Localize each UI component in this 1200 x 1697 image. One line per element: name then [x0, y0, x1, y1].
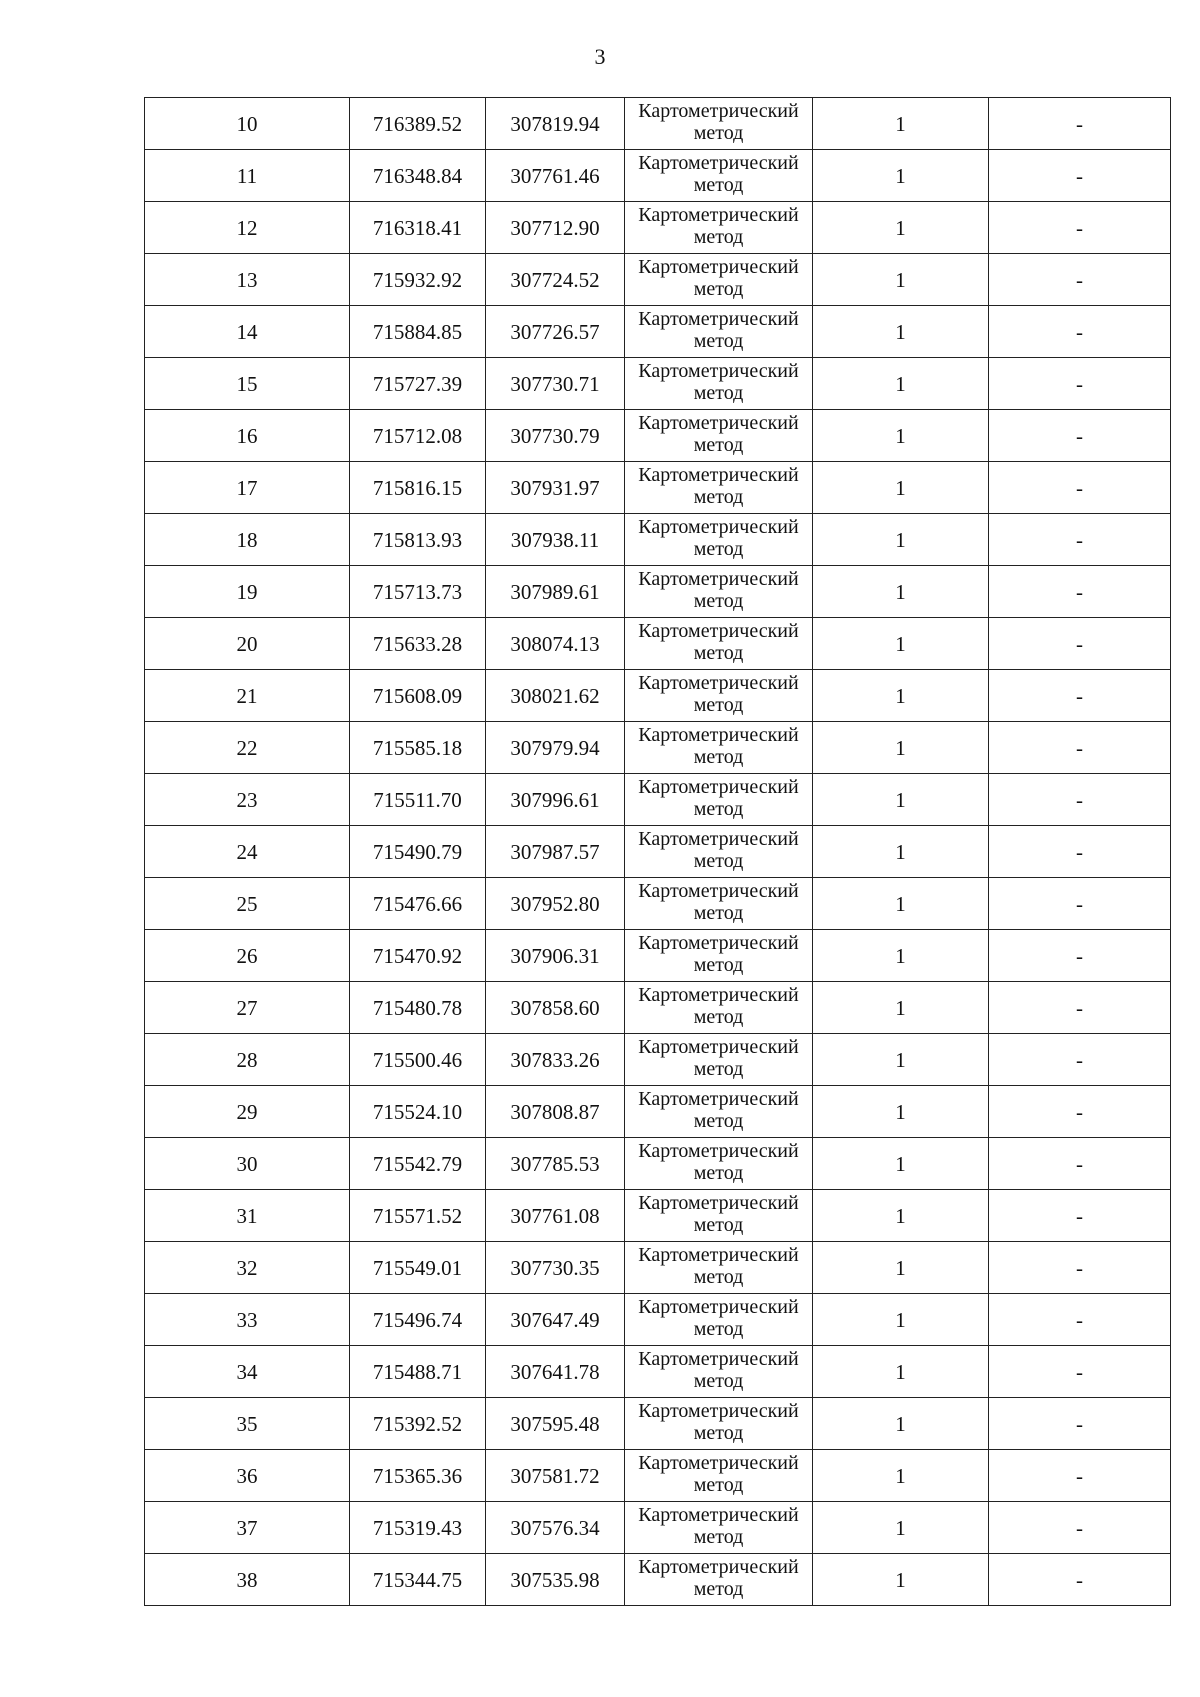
method-cell: [625, 774, 813, 826]
method-line-1: Картометрический: [638, 1556, 799, 1578]
table-row: [145, 254, 1171, 306]
method-line-2: метод: [693, 902, 744, 924]
y-coordinate-cell: 307808.87: [486, 1086, 625, 1138]
method-line-2: метод: [693, 1058, 744, 1080]
page-number: 3: [594, 44, 606, 69]
note-cell: -: [989, 1398, 1171, 1450]
table-row: [145, 514, 1171, 566]
note-cell: -: [989, 306, 1171, 358]
method-line-1: Картометрический: [638, 1452, 799, 1474]
method-line-1: Картометрический: [638, 1036, 799, 1058]
method-line-2: метод: [693, 1526, 744, 1548]
table-row: [145, 410, 1171, 462]
note-cell: -: [989, 514, 1171, 566]
coordinates-table-body: [145, 98, 1171, 1606]
point-number-cell: 26: [145, 930, 350, 982]
accuracy-cell: 1: [813, 1398, 989, 1450]
accuracy-cell: 1: [813, 1294, 989, 1346]
x-coordinate-cell: 715319.43: [350, 1502, 486, 1554]
point-number-cell: 24: [145, 826, 350, 878]
note-cell: -: [989, 410, 1171, 462]
method-cell: [625, 1398, 813, 1450]
point-number-cell: 12: [145, 202, 350, 254]
point-number-cell: 22: [145, 722, 350, 774]
method-line-2: метод: [693, 850, 744, 872]
note-cell: -: [989, 878, 1171, 930]
accuracy-cell: 1: [813, 618, 989, 670]
point-number-cell: 36: [145, 1450, 350, 1502]
method-cell: [625, 410, 813, 462]
table-row: [145, 566, 1171, 618]
method-cell: [625, 358, 813, 410]
accuracy-cell: 1: [813, 722, 989, 774]
note-cell: -: [989, 982, 1171, 1034]
note-cell: -: [989, 1086, 1171, 1138]
note-cell: -: [989, 1034, 1171, 1086]
table-row: [145, 1346, 1171, 1398]
x-coordinate-cell: 715344.75: [350, 1554, 486, 1606]
y-coordinate-cell: 307730.79: [486, 410, 625, 462]
table-row: [145, 150, 1171, 202]
method-line-2: метод: [693, 1110, 744, 1132]
x-coordinate-cell: 715633.28: [350, 618, 486, 670]
method-line-1: Картометрический: [638, 672, 799, 694]
accuracy-cell: 1: [813, 1502, 989, 1554]
method-cell: [625, 982, 813, 1034]
method-cell: [625, 1034, 813, 1086]
y-coordinate-cell: 307535.98: [486, 1554, 625, 1606]
method-line-2: метод: [693, 954, 744, 976]
point-number-cell: 17: [145, 462, 350, 514]
y-coordinate-cell: 307576.34: [486, 1502, 625, 1554]
x-coordinate-cell: 715585.18: [350, 722, 486, 774]
method-line-1: Картометрический: [638, 620, 799, 642]
method-cell: [625, 1242, 813, 1294]
point-number-cell: 15: [145, 358, 350, 410]
note-cell: -: [989, 1346, 1171, 1398]
y-coordinate-cell: 307858.60: [486, 982, 625, 1034]
note-cell: -: [989, 722, 1171, 774]
table-row: [145, 1502, 1171, 1554]
point-number-cell: 31: [145, 1190, 350, 1242]
y-coordinate-cell: 307724.52: [486, 254, 625, 306]
method-line-1: Картометрический: [638, 516, 799, 538]
method-line-2: метод: [693, 1006, 744, 1028]
x-coordinate-cell: 715712.08: [350, 410, 486, 462]
method-line-2: метод: [693, 486, 744, 508]
accuracy-cell: 1: [813, 1086, 989, 1138]
x-coordinate-cell: 715549.01: [350, 1242, 486, 1294]
method-cell: [625, 150, 813, 202]
y-coordinate-cell: 307581.72: [486, 1450, 625, 1502]
method-line-1: Картометрический: [638, 724, 799, 746]
point-number-cell: 38: [145, 1554, 350, 1606]
method-line-2: метод: [693, 330, 744, 352]
point-number-cell: 13: [145, 254, 350, 306]
table-row: [145, 982, 1171, 1034]
table-row: [145, 774, 1171, 826]
x-coordinate-cell: 715524.10: [350, 1086, 486, 1138]
accuracy-cell: 1: [813, 514, 989, 566]
x-coordinate-cell: 715816.15: [350, 462, 486, 514]
accuracy-cell: 1: [813, 826, 989, 878]
point-number-cell: 11: [145, 150, 350, 202]
method-line-1: Картометрический: [638, 1192, 799, 1214]
accuracy-cell: 1: [813, 254, 989, 306]
method-cell: [625, 306, 813, 358]
method-line-2: метод: [693, 1266, 744, 1288]
method-line-1: Картометрический: [638, 932, 799, 954]
y-coordinate-cell: 307906.31: [486, 930, 625, 982]
point-number-cell: 19: [145, 566, 350, 618]
table-row: [145, 1034, 1171, 1086]
method-line-2: метод: [693, 174, 744, 196]
note-cell: -: [989, 358, 1171, 410]
note-cell: -: [989, 254, 1171, 306]
y-coordinate-cell: 308074.13: [486, 618, 625, 670]
x-coordinate-cell: 715713.73: [350, 566, 486, 618]
x-coordinate-cell: 715571.52: [350, 1190, 486, 1242]
x-coordinate-cell: 715392.52: [350, 1398, 486, 1450]
y-coordinate-cell: 307730.35: [486, 1242, 625, 1294]
method-line-2: метод: [693, 434, 744, 456]
x-coordinate-cell: 715932.92: [350, 254, 486, 306]
method-line-2: метод: [693, 642, 744, 664]
x-coordinate-cell: 715470.92: [350, 930, 486, 982]
method-cell: [625, 1086, 813, 1138]
point-number-cell: 14: [145, 306, 350, 358]
y-coordinate-cell: 307952.80: [486, 878, 625, 930]
accuracy-cell: 1: [813, 774, 989, 826]
y-coordinate-cell: 307938.11: [486, 514, 625, 566]
point-number-cell: 32: [145, 1242, 350, 1294]
y-coordinate-cell: 307641.78: [486, 1346, 625, 1398]
note-cell: -: [989, 150, 1171, 202]
method-line-2: метод: [693, 1578, 744, 1600]
accuracy-cell: 1: [813, 410, 989, 462]
accuracy-cell: 1: [813, 1190, 989, 1242]
x-coordinate-cell: 715365.36: [350, 1450, 486, 1502]
x-coordinate-cell: 715884.85: [350, 306, 486, 358]
point-number-cell: 33: [145, 1294, 350, 1346]
x-coordinate-cell: 715542.79: [350, 1138, 486, 1190]
method-line-1: Картометрический: [638, 308, 799, 330]
accuracy-cell: 1: [813, 358, 989, 410]
y-coordinate-cell: 307819.94: [486, 98, 625, 150]
accuracy-cell: 1: [813, 306, 989, 358]
note-cell: -: [989, 1242, 1171, 1294]
point-number-cell: 20: [145, 618, 350, 670]
note-cell: -: [989, 98, 1171, 150]
note-cell: -: [989, 1190, 1171, 1242]
x-coordinate-cell: 715813.93: [350, 514, 486, 566]
accuracy-cell: 1: [813, 462, 989, 514]
note-cell: -: [989, 566, 1171, 618]
table-row: [145, 1398, 1171, 1450]
method-line-2: метод: [693, 1214, 744, 1236]
note-cell: -: [989, 774, 1171, 826]
method-cell: [625, 1554, 813, 1606]
point-number-cell: 30: [145, 1138, 350, 1190]
accuracy-cell: 1: [813, 982, 989, 1034]
coordinates-table: [144, 97, 1171, 1606]
method-cell: [625, 1502, 813, 1554]
x-coordinate-cell: 715488.71: [350, 1346, 486, 1398]
accuracy-cell: 1: [813, 878, 989, 930]
note-cell: -: [989, 1554, 1171, 1606]
note-cell: -: [989, 826, 1171, 878]
table-row: [145, 202, 1171, 254]
method-line-1: Картометрический: [638, 1140, 799, 1162]
method-cell: [625, 98, 813, 150]
accuracy-cell: 1: [813, 1554, 989, 1606]
x-coordinate-cell: 715480.78: [350, 982, 486, 1034]
method-cell: [625, 618, 813, 670]
method-cell: [625, 1294, 813, 1346]
y-coordinate-cell: 307761.08: [486, 1190, 625, 1242]
table-row: [145, 722, 1171, 774]
method-line-1: Картометрический: [638, 1296, 799, 1318]
accuracy-cell: 1: [813, 930, 989, 982]
accuracy-cell: 1: [813, 98, 989, 150]
table-row: [145, 930, 1171, 982]
method-line-1: Картометрический: [638, 204, 799, 226]
y-coordinate-cell: 307979.94: [486, 722, 625, 774]
accuracy-cell: 1: [813, 566, 989, 618]
note-cell: -: [989, 1138, 1171, 1190]
method-cell: [625, 202, 813, 254]
point-number-cell: 25: [145, 878, 350, 930]
x-coordinate-cell: 715727.39: [350, 358, 486, 410]
method-line-2: метод: [693, 1162, 744, 1184]
point-number-cell: 27: [145, 982, 350, 1034]
table-row: [145, 1138, 1171, 1190]
method-line-1: Картометрический: [638, 412, 799, 434]
note-cell: -: [989, 670, 1171, 722]
method-line-2: метод: [693, 798, 744, 820]
point-number-cell: 29: [145, 1086, 350, 1138]
x-coordinate-cell: 715496.74: [350, 1294, 486, 1346]
accuracy-cell: 1: [813, 1242, 989, 1294]
table-row: [145, 826, 1171, 878]
table-row: [145, 1242, 1171, 1294]
note-cell: -: [989, 1450, 1171, 1502]
method-line-2: метод: [693, 694, 744, 716]
method-line-2: метод: [693, 1370, 744, 1392]
x-coordinate-cell: 715511.70: [350, 774, 486, 826]
accuracy-cell: 1: [813, 1034, 989, 1086]
x-coordinate-cell: 715500.46: [350, 1034, 486, 1086]
x-coordinate-cell: 715608.09: [350, 670, 486, 722]
method-line-2: метод: [693, 590, 744, 612]
method-line-1: Картометрический: [638, 1088, 799, 1110]
method-line-1: Картометрический: [638, 464, 799, 486]
y-coordinate-cell: 307833.26: [486, 1034, 625, 1086]
method-line-1: Картометрический: [638, 984, 799, 1006]
note-cell: -: [989, 202, 1171, 254]
method-cell: [625, 1190, 813, 1242]
method-cell: [625, 254, 813, 306]
method-cell: [625, 826, 813, 878]
note-cell: -: [989, 1294, 1171, 1346]
accuracy-cell: 1: [813, 670, 989, 722]
method-line-2: метод: [693, 746, 744, 768]
method-cell: [625, 878, 813, 930]
method-line-1: Картометрический: [638, 360, 799, 382]
method-line-1: Картометрический: [638, 828, 799, 850]
method-line-2: метод: [693, 1318, 744, 1340]
method-cell: [625, 514, 813, 566]
method-line-1: Картометрический: [638, 1504, 799, 1526]
point-number-cell: 28: [145, 1034, 350, 1086]
note-cell: -: [989, 462, 1171, 514]
point-number-cell: 18: [145, 514, 350, 566]
accuracy-cell: 1: [813, 150, 989, 202]
method-cell: [625, 462, 813, 514]
table-row: [145, 1086, 1171, 1138]
y-coordinate-cell: 307730.71: [486, 358, 625, 410]
table-row: [145, 306, 1171, 358]
method-line-1: Картометрический: [638, 568, 799, 590]
table-row: [145, 1554, 1171, 1606]
table-row: [145, 462, 1171, 514]
y-coordinate-cell: 307712.90: [486, 202, 625, 254]
y-coordinate-cell: 307989.61: [486, 566, 625, 618]
table-row: [145, 878, 1171, 930]
x-coordinate-cell: 715476.66: [350, 878, 486, 930]
x-coordinate-cell: 715490.79: [350, 826, 486, 878]
method-line-1: Картометрический: [638, 1348, 799, 1370]
table-row: [145, 1190, 1171, 1242]
table-row: [145, 1450, 1171, 1502]
method-line-2: метод: [693, 278, 744, 300]
table-row: [145, 98, 1171, 150]
method-cell: [625, 722, 813, 774]
point-number-cell: 16: [145, 410, 350, 462]
accuracy-cell: 1: [813, 1138, 989, 1190]
method-line-2: метод: [693, 1474, 744, 1496]
method-line-1: Картометрический: [638, 1244, 799, 1266]
method-line-2: метод: [693, 226, 744, 248]
y-coordinate-cell: 307595.48: [486, 1398, 625, 1450]
method-cell: [625, 566, 813, 618]
method-line-1: Картометрический: [638, 152, 799, 174]
y-coordinate-cell: 308021.62: [486, 670, 625, 722]
method-line-1: Картометрический: [638, 100, 799, 122]
table-row: [145, 618, 1171, 670]
y-coordinate-cell: 307785.53: [486, 1138, 625, 1190]
method-line-2: метод: [693, 122, 744, 144]
method-cell: [625, 1138, 813, 1190]
method-line-1: Картометрический: [638, 1400, 799, 1422]
y-coordinate-cell: 307647.49: [486, 1294, 625, 1346]
x-coordinate-cell: 716318.41: [350, 202, 486, 254]
x-coordinate-cell: 716389.52: [350, 98, 486, 150]
accuracy-cell: 1: [813, 202, 989, 254]
point-number-cell: 10: [145, 98, 350, 150]
y-coordinate-cell: 307931.97: [486, 462, 625, 514]
point-number-cell: 35: [145, 1398, 350, 1450]
note-cell: -: [989, 930, 1171, 982]
y-coordinate-cell: 307761.46: [486, 150, 625, 202]
y-coordinate-cell: 307996.61: [486, 774, 625, 826]
point-number-cell: 34: [145, 1346, 350, 1398]
method-cell: [625, 930, 813, 982]
table-row: [145, 358, 1171, 410]
accuracy-cell: 1: [813, 1346, 989, 1398]
method-line-2: метод: [693, 382, 744, 404]
accuracy-cell: 1: [813, 1450, 989, 1502]
point-number-cell: 23: [145, 774, 350, 826]
y-coordinate-cell: 307987.57: [486, 826, 625, 878]
x-coordinate-cell: 716348.84: [350, 150, 486, 202]
method-cell: [625, 1346, 813, 1398]
method-line-1: Картометрический: [638, 776, 799, 798]
method-cell: [625, 670, 813, 722]
note-cell: -: [989, 1502, 1171, 1554]
method-line-2: метод: [693, 538, 744, 560]
table-row: [145, 670, 1171, 722]
method-cell: [625, 1450, 813, 1502]
table-row: [145, 1294, 1171, 1346]
method-line-2: метод: [693, 1422, 744, 1444]
method-line-1: Картометрический: [638, 880, 799, 902]
note-cell: -: [989, 618, 1171, 670]
method-line-1: Картометрический: [638, 256, 799, 278]
point-number-cell: 37: [145, 1502, 350, 1554]
y-coordinate-cell: 307726.57: [486, 306, 625, 358]
point-number-cell: 21: [145, 670, 350, 722]
